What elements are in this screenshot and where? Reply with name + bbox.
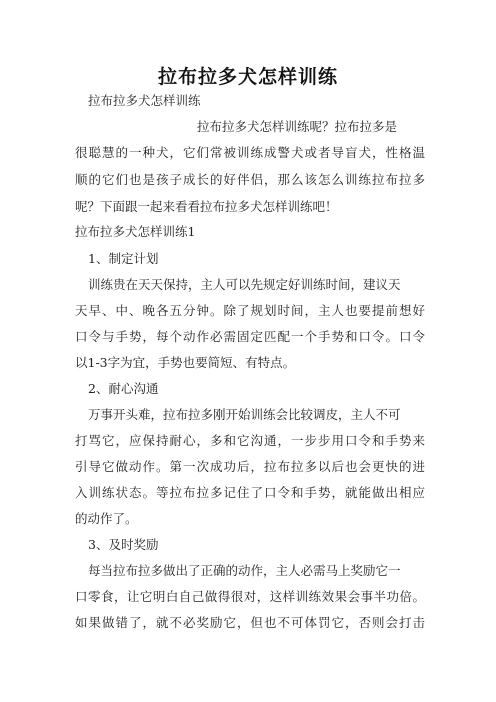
text-line: 以1-3字为宜，手势也要简短、有特点。 bbox=[75, 355, 296, 370]
text-line: 如果做错了，就不必奖励它，但也不可体罚它，否则会打击 bbox=[75, 615, 425, 630]
text-line: 训练贵在天天保持，主人可以先规定好训练时间，建议天 bbox=[88, 277, 401, 292]
text-line: 很聪慧的一种犬，它们常被训练成警犬或者导盲犬，性格温 bbox=[75, 145, 425, 160]
text-line: 口令与手势，每个动作必需固定匹配一个手势和口令。口令 bbox=[75, 329, 425, 344]
text-line: 拉布拉多犬怎样训练呢？拉布拉多是 bbox=[197, 119, 398, 134]
text-line: 每当拉布拉多做出了正确的动作，主人必需马上奖励它一 bbox=[88, 563, 401, 578]
text-line: 口零食，让它明白自己做得很对，这样训练效果会事半功倍。 bbox=[75, 589, 425, 604]
subheading: 1、制定计划 bbox=[88, 251, 159, 266]
text-line: 呢？下面跟一起来看看拉布拉多犬怎样训练吧！ bbox=[75, 199, 338, 214]
text-line: 顺的它们也是孩子成长的好伴侣，那么该怎么训练拉布拉多 bbox=[75, 172, 425, 187]
subheading: 2、耐心沟通 bbox=[88, 381, 159, 396]
text-line: 天早、中、晚各五分钟。除了规划时间，主人也要提前想好 bbox=[75, 303, 425, 318]
text-line: 入训练状态。等拉布拉多记住了口令和手势，就能做出相应 bbox=[75, 485, 425, 500]
text-line: 引导它做动作。第一次成功后，拉布拉多以后也会更快的进 bbox=[75, 459, 425, 474]
section-heading: 拉布拉多犬怎样训练1 bbox=[75, 224, 196, 239]
document-title: 拉布拉多犬怎样训练 bbox=[157, 66, 338, 88]
subheading: 3、及时奖励 bbox=[88, 537, 159, 552]
text-line: 的动作了。 bbox=[75, 511, 138, 526]
text-line: 万事开头难，拉布拉多刚开始训练会比较调皮，主人不可 bbox=[88, 407, 401, 422]
text-line: 拉布拉多犬怎样训练 bbox=[88, 93, 201, 108]
text-line: 打骂它，应保持耐心，多和它沟通，一步步用口令和手势来 bbox=[75, 433, 425, 448]
